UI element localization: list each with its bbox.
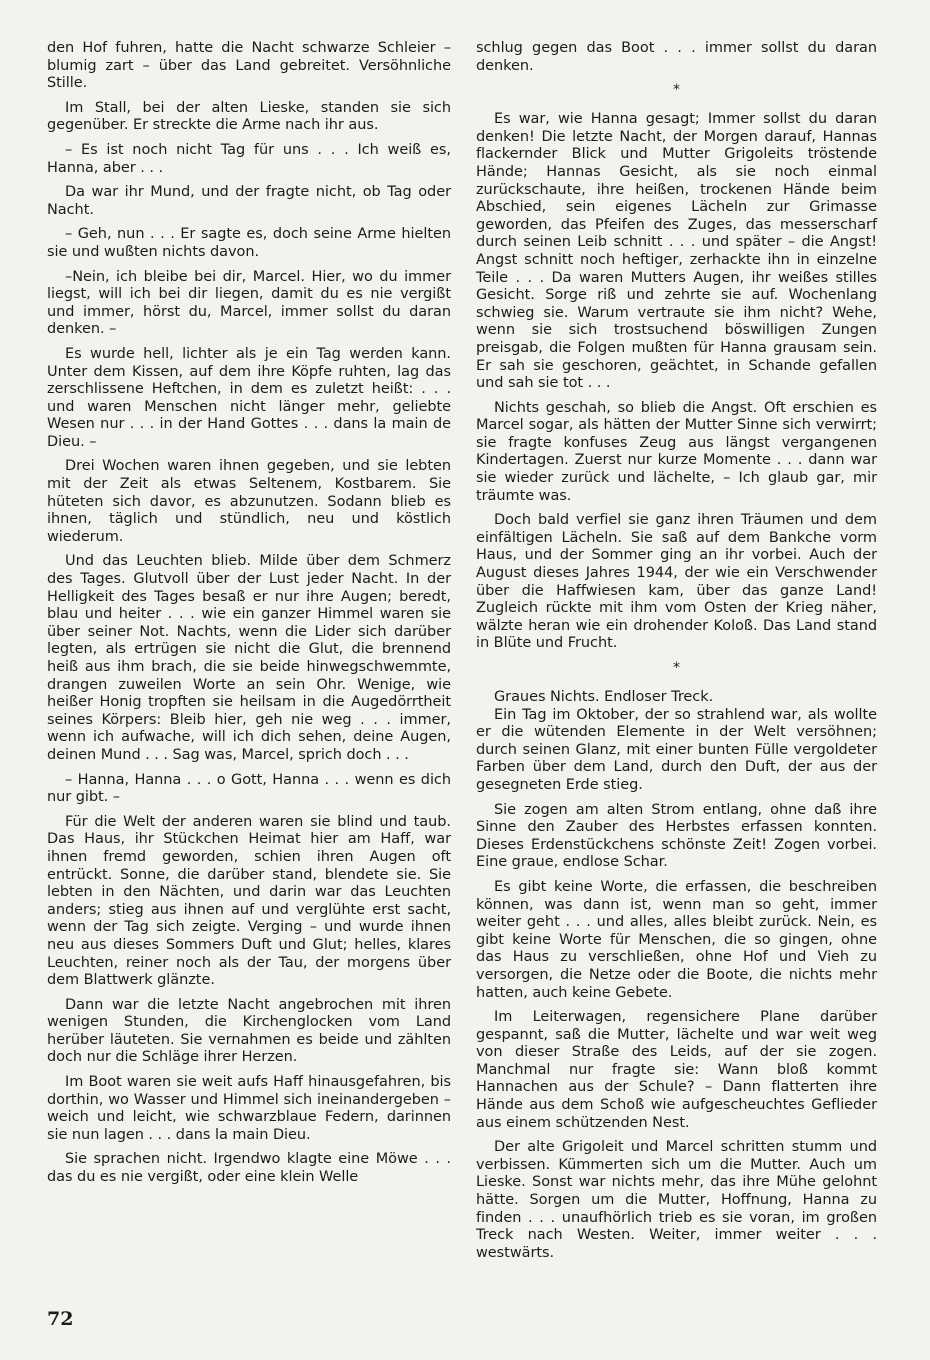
- paragraph: Graues Nichts. Endloser Treck.: [494, 689, 714, 705]
- paragraph: Der alte Grigoleit und Marcel schritten stumm und verbissen. Kümmerten sich um die Mutter. Auch um Lieske. Sonst war nichts mehr, das ihre Mühe gelohnt hätte. Sorgen um die Mutter, Hoffnung, Hanna zu finden . . . unaufhörlich trieb es sie voran, im großen Treck nach Westen. Weiter, immer weiter . . . westwärts.: [476, 1139, 877, 1261]
- paragraph: schlug gegen das Boot . . . immer sollst du daran denken.: [476, 40, 877, 74]
- paragraph: Es gibt keine Worte, die erfassen, die beschreiben können, was dann ist, wenn man so geht, immer weiter geht . . . und alles, alles bleibt zurück. Nein, es gibt keine Worte für Menschen, die so gingen, ohne das Haus zu verschließen, ohne Hof und Vieh zu versorgen, die Netze oder die Boote, die nichts mehr hatten, auch keine Gebete.: [476, 878, 877, 1001]
- section-separator: *: [673, 82, 680, 99]
- paragraph: Und das Leuchten blieb. Milde über dem Schmerz des Tages. Glutvoll über der Lust jeder Nacht. In der Helligkeit des Tages besaß er nur ihre Augen; beredt, blau und heiter . . . wie ein ganzer Himmel waren sie über seiner Not. Nachts, wenn die Lider sich darüber legten, als ertrügen sie nicht die Glut, die brennend heiß aus ihm brach, die sie beide hinwegschwemmte, drangen zuweilen Worte an sein Ohr. Wenige, wie heißer Honig tropften sie heilsam in die Augedörrtheit seines Körpers: Bleib hier, geh nie weg . . . immer, wenn ich aufwache, will ich dich sehen, deine Augen, deinen Mund . . . Sag was, Marcel, sprich doch . . .: [47, 553, 451, 763]
- paragraph: Da war ihr Mund, und der fragte nicht, ob Tag oder Nacht.: [47, 184, 451, 218]
- section-separator: *: [673, 660, 680, 676]
- paragraph: Es wurde hell, lichter als je ein Tag werden kann. Unter dem Kissen, auf dem ihre Köpfe ruhten, lag das zerschlissene Heftchen, in dem es zuletzt heißt: . . . und waren Menschen nicht länger mehr, geliebte Wesen nur . . . in der Hand Gottes . . . dans la main de Dieu. –: [47, 345, 451, 450]
- paragraph: – Hanna, Hanna . . . o Gott, Hanna . . . wenn es dich nur gibt. –: [47, 771, 451, 806]
- paragraph: den Hof fuhren, hatte die Nacht schwarze Schleier – blumig zart – über das Land gebreitet. Versöhnliche Stille.: [47, 40, 451, 92]
- paragraph: Ein Tag im Oktober, der so strahlend war, als wollte er die wütenden Elemente in der Welt versöhnen; durch seinen Glanz, mit einer bunten Fülle vergoldeter Farben über dem Land, durch den Duft, der aus der gesegneten Erde stieg.: [476, 706, 877, 793]
- paragraph: Für die Welt der anderen waren sie blind und taub. Das Haus, ihr Stückchen Heimat hier am Haff, war ihnen fremd geworden, schien ihren Augen oft entrückt. Sonne, die darüber stand, blendete sie. Sie lebten in den Nächten, und darin war das Leuchten anders; stieg aus ihnen auf und verglühte erst sacht, wenn der Tag sich zeigte. Verging – und wurde ihnen neu aus dieses Sommers Duft und Glut; helles, klares Leuchten, reiner noch als der Tau, der morgens über dem Blattwerk glänzte.: [47, 813, 451, 989]
- paragraph: Sie zogen am alten Strom entlang, ohne daß ihre Sinne den Zauber des Herbstes erfassen konnten. Dieses Erdenstückchens schönste Zeit! Zogen vorbei. Eine graue, endlose Schar.: [476, 801, 877, 871]
- paragraph: Im Stall, bei der alten Lieske, standen sie sich gegenüber. Er streckte die Arme nach ihr aus.: [47, 99, 451, 134]
- paragraph: Nichts geschah, so blieb die Angst. Oft erschien es Marcel sogar, als hätten der Mutter Sinne sich verwirrt; sie fragte konfuses Zeug aus längst vergangenen Kindertagen. Zuerst nur kurze Momente . . . dann war sie wieder zurück und lächelte, – Ich glaub gar, mir träumte was.: [476, 399, 877, 504]
- paragraph: –Nein, ich bleibe bei dir, Marcel. Hier, wo du immer liegst, will ich bei dir liegen, damit du es nie vergißt und immer, hörst du, Marcel, immer sollst du daran denken. –: [47, 268, 451, 338]
- right-text-column: [476, 40, 877, 1269]
- paragraph: Doch bald verfiel sie ganz ihren Träumen und dem einfältigen Lächeln. Sie saß auf dem Bankche vorm Haus, und der Sommer ging an ihr vorbei. Auch der August dieses Jahres 1944, der wie ein Verschwender über die Haffwiesen kam, über das ganze Land! Zugleich rückte mit ihm vom Osten der Krieg näher, wälzte heran wie ein drohender Koloß. Das Land stand in Blüte und Frucht.: [476, 512, 877, 652]
- page-number: 72: [47, 1308, 74, 1330]
- paragraph: Drei Wochen waren ihnen gegeben, und sie lebten mit der Zeit als etwas Seltenem, Kostbarem. Sie hüteten sich davor, es abzunutzen. Sodann blieb es ihnen, täglich und stündlich, neu und köstlich wiederum.: [47, 458, 451, 545]
- paragraph: Es war, wie Hanna gesagt; Immer sollst du daran denken! Die letzte Nacht, der Morgen darauf, Hannas flackernder Blick und Mutter Grigoleits tröstende Hände; Hannas Gesicht, als sie noch einmal zurückschaute, ihre heißen, trockenen Hände beim Abschied, sein eigenes Lächeln zur Grimasse geworden, das Pfeifen des Zuges, das messerscharf durch seinen Leib schnitt . . . und später – die Angst! Angst schnitt noch heftiger, zerhackte ihn in einzelne Teile . . . Da waren Mutters Augen, ihr weißes stilles Gesicht. Sorge riß und zehrte sie auf. Wochenlang schwieg sie. Warum vertraute sie ihm nicht? Wehe, wenn sie sich trostsuchend böswilligen Zungen preisgab, die Folgen mußten für Hanna grausam sein. Er sah sie geschoren, geächtet, in Schande gefallen und sah sie tot . . .: [476, 111, 877, 392]
- paragraph: – Geh, nun . . . Er sagte es, doch seine Arme hielten sie und wußten nichts davon.: [47, 226, 451, 260]
- paragraph: Im Boot waren sie weit aufs Haff hinausgefahren, bis dorthin, wo Wasser und Himmel sich ineinandergeben – weich und leicht, wie schwarzblaue Federn, darinnen sie nun lagen . . . dans la main Dieu.: [47, 1074, 451, 1143]
- paragraph: Dann war die letzte Nacht angebrochen mit ihren wenigen Stunden, die Kirchenglocken vom Land herüber läuteten. Sie vernahmen es beide und zählten doch nur die Schläge ihrer Herzen.: [47, 996, 451, 1066]
- paragraph: Im Leiterwagen, regensichere Plane darüber gespannt, saß die Mutter, lächelte und war weit weg von dieser Straße des Leids, auf der sie zogen. Manchmal nur fragte sie: Wann bloß kommt Hannachen aus der Schule? – Dann flatterten ihre Hände aus dem Schoß wie aufgescheuchtes Geflieder aus einem schützenden Nest.: [476, 1009, 877, 1131]
- left-text-column: [47, 40, 451, 1194]
- paragraph: Sie sprachen nicht. Irgendwo klagte eine Möwe . . . das du es nie vergißt, oder eine klein Welle: [47, 1151, 451, 1186]
- paragraph: – Es ist noch nicht Tag für uns . . . Ich weiß es, Hanna, aber . . .: [47, 141, 451, 176]
